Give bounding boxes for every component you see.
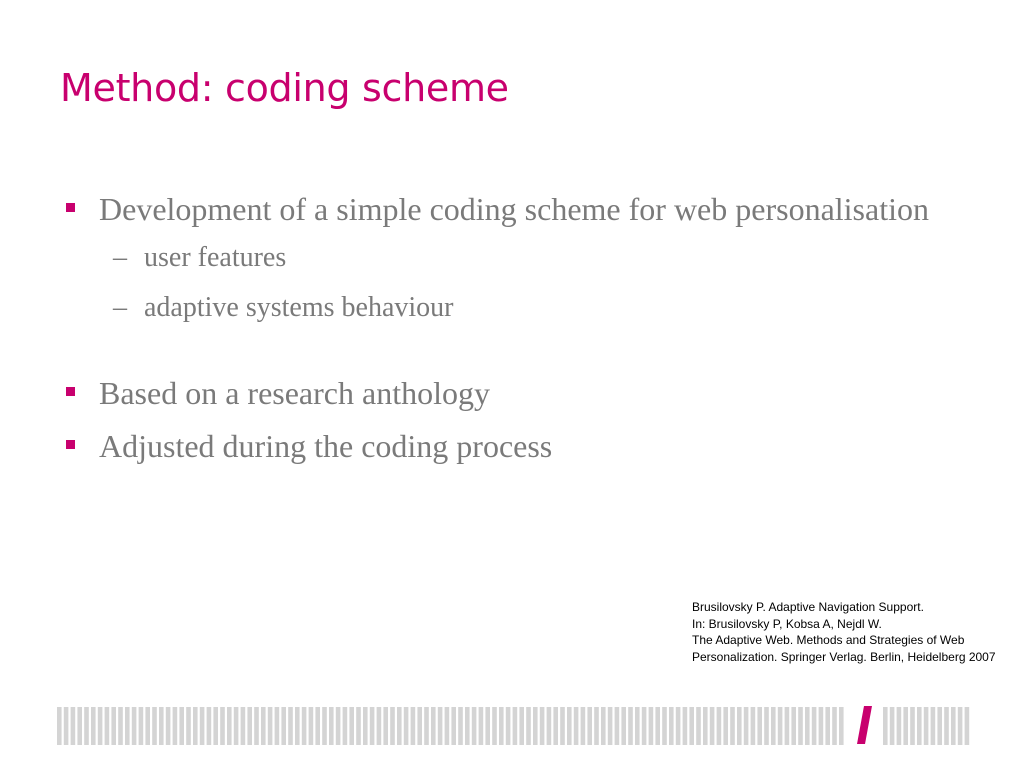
footer-stripe (965, 707, 970, 745)
footer-stripe (390, 707, 395, 745)
footer-stripe (587, 707, 592, 745)
footer-stripe (159, 707, 164, 745)
footer-stripe (730, 707, 735, 745)
footer-stripe (261, 707, 266, 745)
footer-stripe (417, 707, 422, 745)
footer-stripe (220, 707, 225, 745)
footer-stripe (241, 707, 246, 745)
footer-stripe (581, 707, 586, 745)
bullet-item (60, 425, 960, 468)
footer-stripe (363, 707, 368, 745)
footer-stripe (186, 707, 191, 745)
footer-stripes-left (57, 707, 844, 745)
footer-stripe (924, 707, 929, 745)
footer-stripe (890, 707, 895, 745)
footer-stripe (910, 707, 915, 745)
footer-stripe (234, 707, 239, 745)
footer-stripe (404, 707, 409, 745)
footer-stripe (499, 707, 504, 745)
footer-stripe (207, 707, 212, 745)
footer-stripe (179, 707, 184, 745)
square-bullet-icon (66, 203, 75, 212)
bullet-item (60, 372, 960, 415)
footer-stripe (91, 707, 96, 745)
footer-stripe (662, 707, 667, 745)
footer-stripe (635, 707, 640, 745)
footer-stripe (771, 707, 776, 745)
footer-stripe (173, 707, 178, 745)
footer-stripe (438, 707, 443, 745)
footer-stripe (227, 707, 232, 745)
footer-stripe (485, 707, 490, 745)
footer-stripe (295, 707, 300, 745)
footer-stripe (819, 707, 824, 745)
footer-stripe (696, 707, 701, 745)
footer-stripe (540, 707, 545, 745)
footer-stripe (281, 707, 286, 745)
footer-stripe (903, 707, 908, 745)
footer-stripe (268, 707, 273, 745)
footer-stripe (764, 707, 769, 745)
footer-stripe (608, 707, 613, 745)
footer-stripe (642, 707, 647, 745)
footer-stripe (710, 707, 715, 745)
footer-stripes-right (883, 707, 969, 745)
footer-stripe (118, 707, 123, 745)
footer-stripe (703, 707, 708, 745)
footer-stripe (193, 707, 198, 745)
footer-stripe (553, 707, 558, 745)
footer-stripe (825, 707, 830, 745)
sub-bullet-text: user features (144, 242, 287, 273)
citation-line: Personalization. Springer Verlag. Berlin, Heidelberg 2007 (692, 649, 996, 664)
footer-stripe (370, 707, 375, 745)
footer-stripe (567, 707, 572, 745)
footer-stripe (513, 707, 518, 745)
footer-stripe (275, 707, 280, 745)
footer-stripe (166, 707, 171, 745)
footer-stripe (944, 707, 949, 745)
footer-stripe (302, 707, 307, 745)
footer-stripe (574, 707, 579, 745)
footer-stripe (812, 707, 817, 745)
footer-stripe (526, 707, 531, 745)
footer-stripe (601, 707, 606, 745)
footer-stripe (778, 707, 783, 745)
footer-stripe (349, 707, 354, 745)
footer-stripe (254, 707, 259, 745)
footer-stripe (805, 707, 810, 745)
footer-stripe (669, 707, 674, 745)
footer-stripe (533, 707, 538, 745)
footer-stripe (751, 707, 756, 745)
bullet-text: Development of a simple coding scheme for web personalisation (99, 191, 929, 227)
footer-stripe (479, 707, 484, 745)
footer-stripe (309, 707, 314, 745)
sub-bullet-item (98, 233, 960, 283)
square-bullet-icon (66, 387, 75, 396)
bullet-text: Adjusted during the coding process (99, 428, 553, 464)
footer-stripe (445, 707, 450, 745)
footer-stripe (560, 707, 565, 745)
footer-stripe (152, 707, 157, 745)
footer-stripe (57, 707, 62, 745)
bullet-list (60, 188, 960, 468)
square-bullet-icon (66, 440, 75, 449)
sub-bullet-list (99, 233, 960, 333)
footer-stripe (839, 707, 844, 745)
footer-stripe (377, 707, 382, 745)
footer-stripe (64, 707, 69, 745)
footer-stripe (322, 707, 327, 745)
footer-stripe (958, 707, 963, 745)
footer-stripe (621, 707, 626, 745)
footer-stripe (791, 707, 796, 745)
slash-mark-icon (857, 706, 872, 744)
footer-stripe (683, 707, 688, 745)
footer-stripe (343, 707, 348, 745)
footer-stripe (200, 707, 205, 745)
footer-stripe (411, 707, 416, 745)
footer-stripe (798, 707, 803, 745)
footer-stripe (492, 707, 497, 745)
footer-stripe (465, 707, 470, 745)
footer-stripe (723, 707, 728, 745)
footer-stripe (77, 707, 82, 745)
sub-bullet-text: adaptive systems behaviour (144, 292, 454, 323)
slide-title: Method: coding scheme (60, 66, 509, 110)
footer-stripe (931, 707, 936, 745)
footer-stripe (655, 707, 660, 745)
dash-marker: – (113, 242, 127, 273)
footer-stripe (951, 707, 956, 745)
footer-stripe (472, 707, 477, 745)
footer-stripe (84, 707, 89, 745)
footer-stripe (424, 707, 429, 745)
footer-stripe (145, 707, 150, 745)
bullet-text: Based on a research anthology (99, 375, 490, 411)
footer-stripe (506, 707, 511, 745)
footer-stripe (213, 707, 218, 745)
footer-stripe (383, 707, 388, 745)
footer-stripe (132, 707, 137, 745)
footer-stripe (744, 707, 749, 745)
footer-stripe (883, 707, 888, 745)
citation (692, 599, 1024, 665)
bullet-item (60, 188, 960, 333)
footer-stripe (125, 707, 130, 745)
footer-stripe (356, 707, 361, 745)
footer-stripe (689, 707, 694, 745)
footer-stripe (451, 707, 456, 745)
sub-bullet-item (98, 283, 960, 333)
footer-stripe (458, 707, 463, 745)
footer-stripe (717, 707, 722, 745)
footer-stripe (832, 707, 837, 745)
footer-stripe (917, 707, 922, 745)
footer-stripe (594, 707, 599, 745)
footer-stripe (676, 707, 681, 745)
footer-stripe (628, 707, 633, 745)
citation-line: Brusilovsky P. Adaptive Navigation Support. (692, 600, 924, 614)
footer-stripe (247, 707, 252, 745)
footer-stripe (431, 707, 436, 745)
footer-stripe (397, 707, 402, 745)
footer-stripe (288, 707, 293, 745)
footer-stripe (336, 707, 341, 745)
footer-stripe (937, 707, 942, 745)
footer-stripe (649, 707, 654, 745)
footer-stripe (757, 707, 762, 745)
dash-marker: – (113, 292, 127, 323)
footer-stripe-bar (57, 706, 973, 746)
footer-stripe (139, 707, 144, 745)
footer-stripe (615, 707, 620, 745)
footer-stripe (71, 707, 76, 745)
citation-line: In: Brusilovsky P, Kobsa A, Nejdl W. (692, 616, 882, 631)
footer-stripe (897, 707, 902, 745)
footer-stripe (785, 707, 790, 745)
footer-stripe (105, 707, 110, 745)
footer-stripe (547, 707, 552, 745)
footer-stripe-graphic (57, 706, 973, 746)
footer-stripe (519, 707, 524, 745)
footer-stripe (329, 707, 334, 745)
footer-stripe (737, 707, 742, 745)
footer-stripe (98, 707, 103, 745)
footer-stripe (111, 707, 116, 745)
footer-stripe (315, 707, 320, 745)
citation-line: The Adaptive Web. Methods and Strategies of Web (692, 633, 965, 647)
